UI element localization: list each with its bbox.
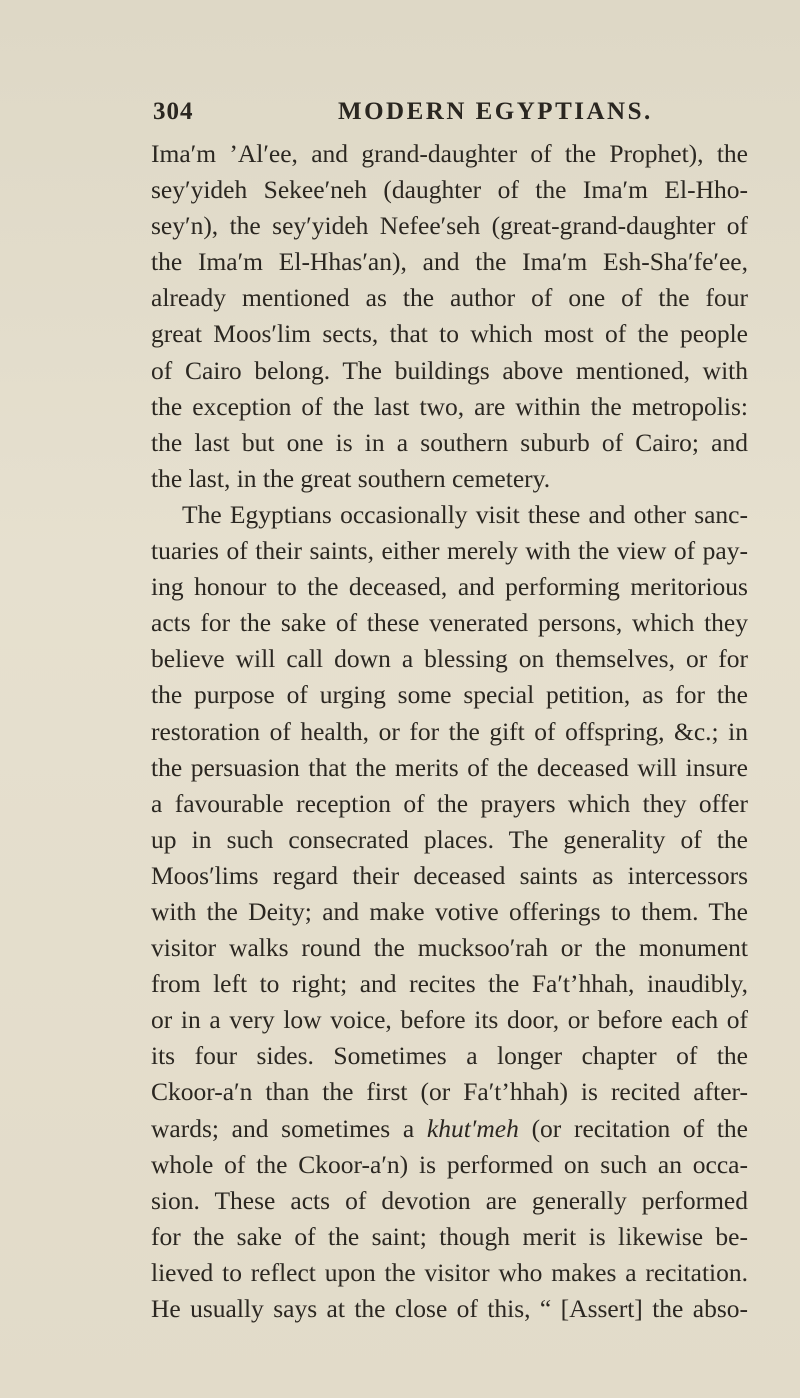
text-line: the last, in the great southern cemetery. xyxy=(151,463,551,493)
body-text xyxy=(151,136,748,1327)
text-fragment: wards; and sometimes a xyxy=(151,1113,427,1143)
page-header xyxy=(153,98,743,134)
text-line: the Ima′m El-Hhas′an), and the Ima′m Esh-Sha′fe′ee, xyxy=(151,247,748,277)
text-line: He usually says at the close of this, “ [Assert] the abso- xyxy=(151,1294,748,1323)
text-line: the last but one is in a southern suburb of Cairo; and xyxy=(151,427,748,457)
text-line: up in such consecrated places. The generality of the xyxy=(151,824,748,854)
text-line: sey′n), the sey′yideh Nefee′seh (great-grand-daughter of xyxy=(151,211,748,241)
text-fragment: (or recitation of the xyxy=(531,1113,749,1143)
text-line: whole of the Ckoor-a′n) is performed on such an occa- xyxy=(151,1149,748,1179)
text-line: the purpose of urging some special petition, as for the xyxy=(151,680,748,710)
text-line: visitor walks round the mucksoo′rah or the monument xyxy=(151,933,748,963)
text-line: great Moos′lim sects, that to which most of the people xyxy=(151,319,748,349)
text-line: sion. These acts of devotion are generally performed xyxy=(151,1185,748,1215)
text-line xyxy=(151,1111,748,1147)
text-line: already mentioned as the author of one of the four xyxy=(151,283,748,313)
text-line: acts for the sake of these venerated persons, which they xyxy=(151,608,748,638)
page-number: 304 xyxy=(153,98,194,125)
text-line: tuaries of their saints, either merely with the view of pay- xyxy=(151,536,748,566)
text-line: of Cairo belong. The buildings above mentioned, with xyxy=(151,355,748,385)
text-line: believe will call down a blessing on themselves, or for xyxy=(151,644,748,674)
text-line: from left to right; and recites the Fa′t’hhah, inaudibly, xyxy=(151,969,748,999)
text-line: its four sides. Sometimes a longer chapter of the xyxy=(151,1041,748,1071)
text-line: Ima′m ’Al′ee, and grand-daughter of the Prophet), the xyxy=(151,139,748,168)
text-line: restoration of health, or for the gift of offspring, &c.; in xyxy=(151,716,748,746)
text-line: Ckoor-a′n than the first (or Fa′t’hhah) is recited after- xyxy=(151,1077,748,1107)
text-line: lieved to reflect upon the visitor who makes a recitation. xyxy=(151,1257,748,1287)
text-line: for the sake of the saint; though merit is likewise be- xyxy=(151,1221,748,1251)
text-line: the exception of the last two, are within the metropolis: xyxy=(151,391,748,421)
running-head: MODERN EGYPTIANS. xyxy=(338,98,653,125)
text-line: Moos′lims regard their deceased saints as intercessors xyxy=(151,860,748,890)
text-line: a favourable reception of the prayers which they offer xyxy=(151,788,748,818)
paragraph-first-line: The Egyptians occasionally visit these and other sanc- xyxy=(182,499,748,529)
text-line: the persuasion that the merits of the deceased will insure xyxy=(151,752,748,782)
text-line: with the Deity; and make votive offerings to them. The xyxy=(151,896,748,926)
text-line: or in a very low voice, before its door, or before each of xyxy=(151,1005,748,1035)
text-line: ing honour to the deceased, and performing meritorious xyxy=(151,572,748,602)
italic-term: khut′meh xyxy=(426,1113,519,1143)
text-line: sey′yideh Sekee′neh (daughter of the Ima′m El-Hho- xyxy=(151,175,748,205)
